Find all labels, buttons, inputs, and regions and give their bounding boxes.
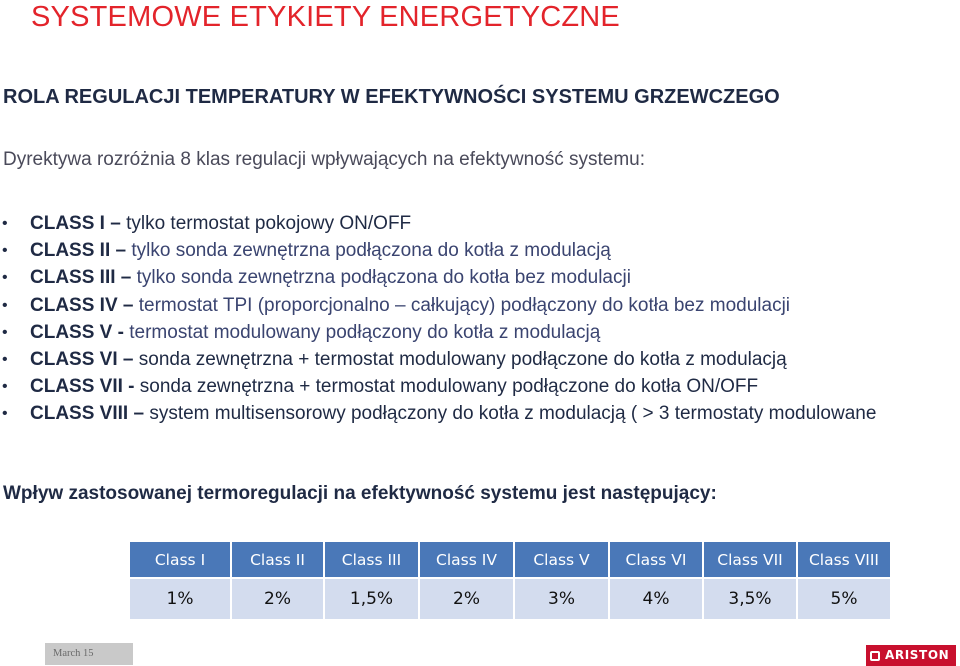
table-header-cell: Class III: [324, 542, 419, 578]
bullet-dot-icon: •: [2, 215, 8, 232]
class-separator: –: [128, 403, 150, 425]
class-name: CLASS II: [30, 240, 111, 262]
class-name: CLASS V: [30, 321, 113, 343]
bullet-dot-icon: •: [2, 269, 8, 287]
bullet-dot-icon: •: [2, 405, 8, 423]
list-item: [0, 237, 950, 264]
list-item: [0, 292, 950, 319]
brand-logo: [866, 645, 956, 666]
class-description: tylko sonda zewnętrzna podłączona do kotła bez modulacji: [136, 267, 631, 289]
bullet-dot-icon: •: [2, 378, 8, 396]
class-name: CLASS VII: [30, 376, 123, 398]
table-header-cell: Class VI: [609, 542, 703, 578]
section-subtitle: ROLA REGULACJI TEMPERATURY W EFEKTYWNOŚCI SYSTEMU GRZEWCZEGO: [3, 86, 780, 108]
list-item: [0, 319, 950, 346]
class-name: CLASS VI: [30, 349, 118, 371]
ariston-logo-icon: [870, 651, 880, 661]
class-separator: –: [115, 267, 137, 289]
class-description: sonda zewnętrzna + termostat modulowany podłączone do kotła ON/OFF: [139, 376, 759, 398]
list-item: [0, 264, 950, 291]
table-cell: 4%: [609, 578, 703, 619]
list-item: [0, 400, 950, 427]
logo-text: ARISTON: [885, 648, 950, 662]
effect-heading: Wpływ zastosowanej termoregulacji na efektywność systemu jest następujący:: [3, 483, 717, 504]
table-header-row: [130, 542, 890, 578]
class-description: termostat modulowany podłączony do kotła z modulacją: [129, 321, 601, 343]
bullet-dot-icon: •: [2, 351, 8, 369]
efficiency-table: [130, 542, 890, 619]
list-item: [0, 373, 950, 400]
list-item: [0, 346, 950, 373]
table-header-cell: Class IV: [419, 542, 514, 578]
date-badge: March 15: [45, 643, 133, 665]
table-cell: 3,5%: [703, 578, 797, 619]
class-separator: –: [110, 240, 132, 262]
table-header-cell: Class VIII: [797, 542, 890, 578]
class-separator: –: [117, 294, 139, 316]
list-item: [0, 210, 950, 237]
table-cell: 2%: [231, 578, 324, 619]
table-header-cell: Class II: [231, 542, 324, 578]
class-separator: -: [112, 321, 130, 343]
class-description: tylko sonda zewnętrzna podłączona do kotła z modulacją: [131, 240, 611, 262]
class-description: system multisensorowy podłączony do kotła z modulacją ( > 3 termostaty modulowane: [149, 403, 877, 425]
table-cell: 1%: [130, 578, 231, 619]
bullet-dot-icon: •: [2, 323, 8, 341]
table-row: [130, 578, 890, 619]
class-description: termostat TPI (proporcjonalno – całkujący) podłączony do kotła bez modulacji: [138, 294, 791, 316]
class-name: CLASS III: [30, 267, 116, 289]
class-description: sonda zewnętrzna + termostat modulowany podłączone do kotła z modulacją: [138, 349, 787, 371]
table-cell: 3%: [514, 578, 609, 619]
table-header-cell: Class V: [514, 542, 609, 578]
bullet-dot-icon: •: [2, 242, 8, 260]
table-cell: 1,5%: [324, 578, 419, 619]
page-title: SYSTEMOWE ETYKIETY ENERGETYCZNE: [31, 1, 620, 33]
class-separator: –: [104, 213, 127, 234]
table-cell: 5%: [797, 578, 890, 619]
class-list: [0, 210, 950, 428]
bullet-dot-icon: •: [2, 296, 8, 314]
table-cell: 2%: [419, 578, 514, 619]
class-name: CLASS IV: [30, 294, 118, 316]
class-name: CLASS I: [30, 213, 105, 234]
intro-text: Dyrektywa rozróżnia 8 klas regulacji wpływających na efektywność systemu:: [3, 149, 646, 170]
class-separator: –: [117, 349, 139, 371]
class-description: tylko termostat pokojowy ON/OFF: [126, 213, 412, 234]
class-separator: -: [122, 376, 140, 398]
class-name: CLASS VIII: [30, 403, 129, 425]
table-header-cell: Class VII: [703, 542, 797, 578]
table-header-cell: Class I: [130, 542, 231, 578]
